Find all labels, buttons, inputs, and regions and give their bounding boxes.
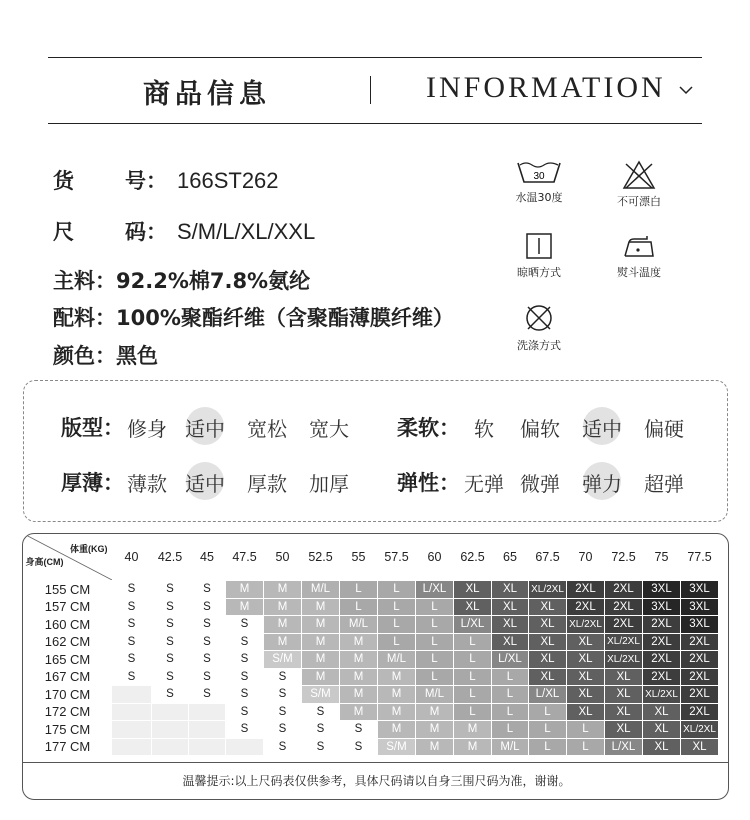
attribute-option [517,468,563,497]
attribute-option-selected [182,468,228,497]
size-row [53,216,315,246]
size-cell: XL [643,721,681,739]
table-row [24,616,719,634]
item-number-label-b: 号： [125,169,167,193]
size-cell: L [416,616,454,634]
weight-header: 47.5 [232,550,257,564]
attribute-label: 厚薄： [61,471,124,495]
attribute-option-text: 微弹 [520,472,560,496]
size-cell: XL [529,651,567,669]
attribute-label: 柔软： [397,416,460,440]
size-cell [189,738,226,756]
attribute-option-text: 薄款 [127,472,167,496]
size-cell: XL [492,581,529,599]
attribute-option-text: 偏软 [520,417,560,441]
lining-label: 配料： [53,306,116,330]
size-cell: S [152,668,189,686]
weight-header: 60 [427,550,442,564]
size-label-a: 尺 [53,220,74,244]
size-cell: XL [529,668,567,686]
weight-header: 75 [654,550,669,564]
attribute-option-selected [579,413,625,442]
height-cell: 170 CM [24,686,112,704]
size-cell: 2XL [567,581,605,599]
table-row [24,598,719,616]
size-cell: M/L [492,738,529,756]
attribute-option [306,468,352,497]
size-cell: L [492,668,529,686]
note-divider [23,762,729,763]
care-bleach [608,160,670,209]
table-row [24,721,719,739]
size-cell: 2XL [681,633,719,651]
size-cell: 2XL [567,598,605,616]
size-cell: XL/2XL [605,651,643,669]
size-cell: M [340,651,378,669]
size-note: 温馨提示:以上尺码表仅供参考，具体尺码请以自身三围尺码为准，谢谢。 [182,774,571,788]
size-cell [189,721,226,739]
attribute-option [641,413,687,442]
size-cell: M [416,703,454,721]
size-cell: L/XL [492,651,529,669]
main-fabric-label: 主料： [53,269,116,293]
size-cell: XL/2XL [529,581,567,599]
size-cell: S/M [378,738,416,756]
size-chart-table [23,534,719,756]
size-cell: L [416,633,454,651]
size-cell: XL [643,738,681,756]
height-cell: 175 CM [24,721,112,739]
care-wash-label: 水温30度 [515,191,563,204]
weight-header: 57.5 [384,550,409,564]
size-cell: 2XL [681,703,719,721]
size-cell: S [152,598,189,616]
attribute-option-text: 加厚 [309,472,349,496]
size-cell: XL [492,598,529,616]
size-cell: S [112,651,152,669]
weight-header: 45 [200,550,214,564]
size-cell: L [529,703,567,721]
attribute-option-text: 修身 [127,417,167,441]
size-cell: XL [567,703,605,721]
table-row [24,668,719,686]
size-cell: S [264,721,302,739]
size-cell: L/XL [529,686,567,704]
wash-30-icon [516,160,562,186]
size-cell: XL/2XL [605,633,643,651]
size-cell: XL [492,616,529,634]
care-bleach-label: 不可漂白 [617,195,661,208]
size-cell [112,721,152,739]
size-cell: L [340,598,378,616]
size-value: S/M/L/XL/XXL [177,219,316,244]
size-cell: XL [567,686,605,704]
size-cell: S [264,686,302,704]
size-cell: M [454,721,492,739]
size-cell: L [567,738,605,756]
size-cell: L [492,721,529,739]
size-cell: 2XL [643,616,681,634]
size-cell: S/M [264,651,302,669]
size-cell [152,703,189,721]
attribute-option-text: 适中 [582,417,622,441]
size-cell: S [264,668,302,686]
size-cell: S [112,598,152,616]
size-cell: 2XL [681,668,719,686]
size-cell: M [340,703,378,721]
color-row [53,340,158,370]
size-cell: L [340,581,378,599]
size-cell: M [416,721,454,739]
size-cell [112,686,152,704]
size-cell: M [264,616,302,634]
size-cell: S [189,598,226,616]
fabric-attributes-panel [23,380,728,522]
size-cell: M/L [416,686,454,704]
size-cell: S [340,721,378,739]
size-cell: XL/2XL [567,616,605,634]
size-cell: S [152,616,189,634]
table-row [24,581,719,599]
size-cell: S [226,616,264,634]
weight-axis-label: 体重(KG) [70,544,108,554]
size-cell: S [302,721,340,739]
size-cell: 3XL [681,598,719,616]
attribute-option-text: 适中 [185,417,225,441]
size-cell: S [302,703,340,721]
weight-header: 72.5 [611,550,636,564]
table-row [24,686,719,704]
size-cell: 3XL [681,616,719,634]
weight-header: 62.5 [460,550,485,564]
weight-header: 55 [351,550,366,564]
size-cell: S [340,738,378,756]
table-row [24,651,719,669]
size-cell: XL/2XL [681,721,719,739]
size-cell: S [189,686,226,704]
size-cell: L/XL [454,616,492,634]
height-cell: 157 CM [24,598,112,616]
size-cell: L/XL [605,738,643,756]
attribute-option [517,413,563,442]
size-cell: S [112,633,152,651]
size-cell: M [378,686,416,704]
attribute-option [244,413,290,442]
size-cell: L [378,616,416,634]
size-cell: S [189,633,226,651]
size-cell: M [264,633,302,651]
size-cell: XL [529,633,567,651]
attribute-option-text: 宽大 [309,417,349,441]
care-wash [508,160,570,205]
size-cell: M [226,598,264,616]
care-dry-label: 晾晒方式 [517,266,561,279]
size-cell: S [226,668,264,686]
attribute-option-text: 适中 [185,472,225,496]
attribute-option-text: 偏硬 [644,417,684,441]
weight-header: 40 [124,550,139,564]
size-cell: S [189,651,226,669]
height-cell: 165 CM [24,651,112,669]
size-cell: L [454,651,492,669]
chevron-down-icon [678,84,694,96]
size-cell: S [264,738,302,756]
size-cell: 2XL [681,651,719,669]
care-dry [508,231,570,280]
attribute-option-text: 弹力 [582,472,622,496]
weight-header: 77.5 [687,550,712,564]
size-cell: S [152,686,189,704]
size-cell: S [226,686,264,704]
size-cell: 2XL [605,581,643,599]
size-cell: S [152,651,189,669]
size-cell: XL [529,616,567,634]
size-cell: M [264,581,302,599]
attribute-option-selected [182,413,228,442]
size-cell [112,738,152,756]
size-cell: M [378,721,416,739]
size-cell: S [112,581,152,599]
size-cell: S [264,703,302,721]
size-cell: XL [567,668,605,686]
size-cell: XL [454,598,492,616]
weight-header: 42.5 [157,550,183,564]
section-title-cn: 商品信息 [143,79,271,110]
attribute-label: 弹性： [397,471,460,495]
attribute-option [461,468,507,497]
size-cell: S [226,651,264,669]
size-cell: L [454,703,492,721]
attribute-option [306,413,352,442]
weight-header: 67.5 [535,550,560,564]
size-cell: 2XL [605,598,643,616]
size-cell: XL [605,721,643,739]
svg-text:30: 30 [533,171,545,182]
weight-header: 50 [275,550,290,564]
size-cell: M [340,668,378,686]
size-cell: XL [605,686,643,704]
size-cell: M [378,703,416,721]
size-cell: XL [643,703,681,721]
weight-header: 52.5 [308,550,333,564]
size-cell: M [226,581,264,599]
attribute-option-selected [579,468,625,497]
attribute-option-text: 软 [474,417,494,441]
size-cell: S [189,668,226,686]
size-cell: S [112,616,152,634]
size-cell: L/XL [416,581,454,599]
size-cell: M [454,738,492,756]
size-cell: M [302,598,340,616]
color-value: 黑色 [116,344,158,368]
size-cell: XL [567,633,605,651]
care-iron-label: 熨斗温度 [617,266,661,279]
iron-icon [621,231,657,261]
item-number-row [53,165,279,195]
size-cell: XL [605,703,643,721]
size-cell: 2XL [643,668,681,686]
size-cell: M [340,686,378,704]
size-cell: S [302,738,340,756]
header-bottom-rule [48,123,702,124]
care-iron [608,231,670,280]
size-chart [22,533,729,800]
size-cell: L [416,668,454,686]
item-number-value: 166ST262 [177,168,279,193]
size-cell: M/L [340,616,378,634]
line-dry-icon [524,231,554,261]
weight-header: 65 [503,550,517,564]
size-cell: M/L [302,581,340,599]
main-fabric-value: 92.2%棉7.8%氨纶 [116,269,311,293]
size-cell: L [378,598,416,616]
size-cell [152,721,189,739]
size-cell: S [112,668,152,686]
height-cell: 160 CM [24,616,112,634]
size-cell: L [567,721,605,739]
weight-header: 70 [578,550,593,564]
item-number-label-a: 货 [53,169,74,193]
size-cell: M [302,651,340,669]
attribute-option [641,468,687,497]
size-cell: S [226,703,264,721]
size-cell: M [302,633,340,651]
size-cell: S [189,616,226,634]
attribute-option-text: 无弹 [464,472,504,496]
table-corner-header [24,534,112,581]
section-title-en: INFORMATION [426,71,694,105]
size-cell: M/L [378,651,416,669]
table-row [24,738,719,756]
attribute-option-text: 超弹 [644,472,684,496]
size-cell: 3XL [643,581,681,599]
size-cell: 3XL [681,581,719,599]
size-cell: L [416,598,454,616]
size-cell: 2XL [643,633,681,651]
attribute-option [461,413,507,442]
size-cell: XL [567,651,605,669]
table-row [24,633,719,651]
lining-value: 100%聚酯纤维（含聚酯薄膜纤维） [116,306,454,330]
size-cell: L [529,721,567,739]
size-cell: M [416,738,454,756]
size-cell: 2XL [643,651,681,669]
lining-row [53,302,454,332]
attribute-option-text: 厚款 [247,472,287,496]
size-cell: L [492,686,529,704]
height-cell: 172 CM [24,703,112,721]
size-cell: XL [454,581,492,599]
size-cell: S [189,581,226,599]
size-cell: XL/2XL [643,686,681,704]
size-cell: XL [529,598,567,616]
size-cell: L [454,633,492,651]
size-cell: S [226,633,264,651]
size-label-b: 码： [125,220,167,244]
care-wash-method-label: 洗涤方式 [517,339,561,352]
size-cell: 3XL [643,598,681,616]
size-cell: S [152,633,189,651]
table-row [24,703,719,721]
size-cell: XL [681,738,719,756]
size-cell: L [416,651,454,669]
attribute-label: 版型： [61,416,124,440]
size-cell: M [302,616,340,634]
size-cell: S [226,721,264,739]
size-cell: L [529,738,567,756]
size-cell [226,738,264,756]
no-dryclean-icon [523,302,555,334]
height-cell: 155 CM [24,581,112,599]
size-cell: S/M [302,686,340,704]
size-cell: XL [605,668,643,686]
attribute-option [124,468,170,497]
height-axis-label: 身高(CM) [25,557,64,567]
size-cell: M [264,598,302,616]
title-divider [370,76,371,104]
size-cell: XL [492,633,529,651]
attribute-option [244,468,290,497]
height-cell: 177 CM [24,738,112,756]
size-cell [152,738,189,756]
care-wash-method [508,302,570,353]
attribute-option [124,413,170,442]
size-cell [112,703,152,721]
color-label: 颜色： [53,344,116,368]
no-bleach-icon [621,160,657,190]
size-cell: 2XL [605,616,643,634]
size-cell: 2XL [681,686,719,704]
size-cell: L [454,686,492,704]
height-cell: 167 CM [24,668,112,686]
size-cell: L [378,581,416,599]
size-cell: S [152,581,189,599]
header-top-rule [48,57,702,58]
size-cell: L [454,668,492,686]
size-cell [189,703,226,721]
height-cell: 162 CM [24,633,112,651]
size-cell: M [340,633,378,651]
size-cell: M [378,668,416,686]
main-fabric-row [53,265,310,295]
size-cell: M [302,668,340,686]
size-cell: L [492,703,529,721]
attribute-option-text: 宽松 [247,417,287,441]
size-cell: L [378,633,416,651]
